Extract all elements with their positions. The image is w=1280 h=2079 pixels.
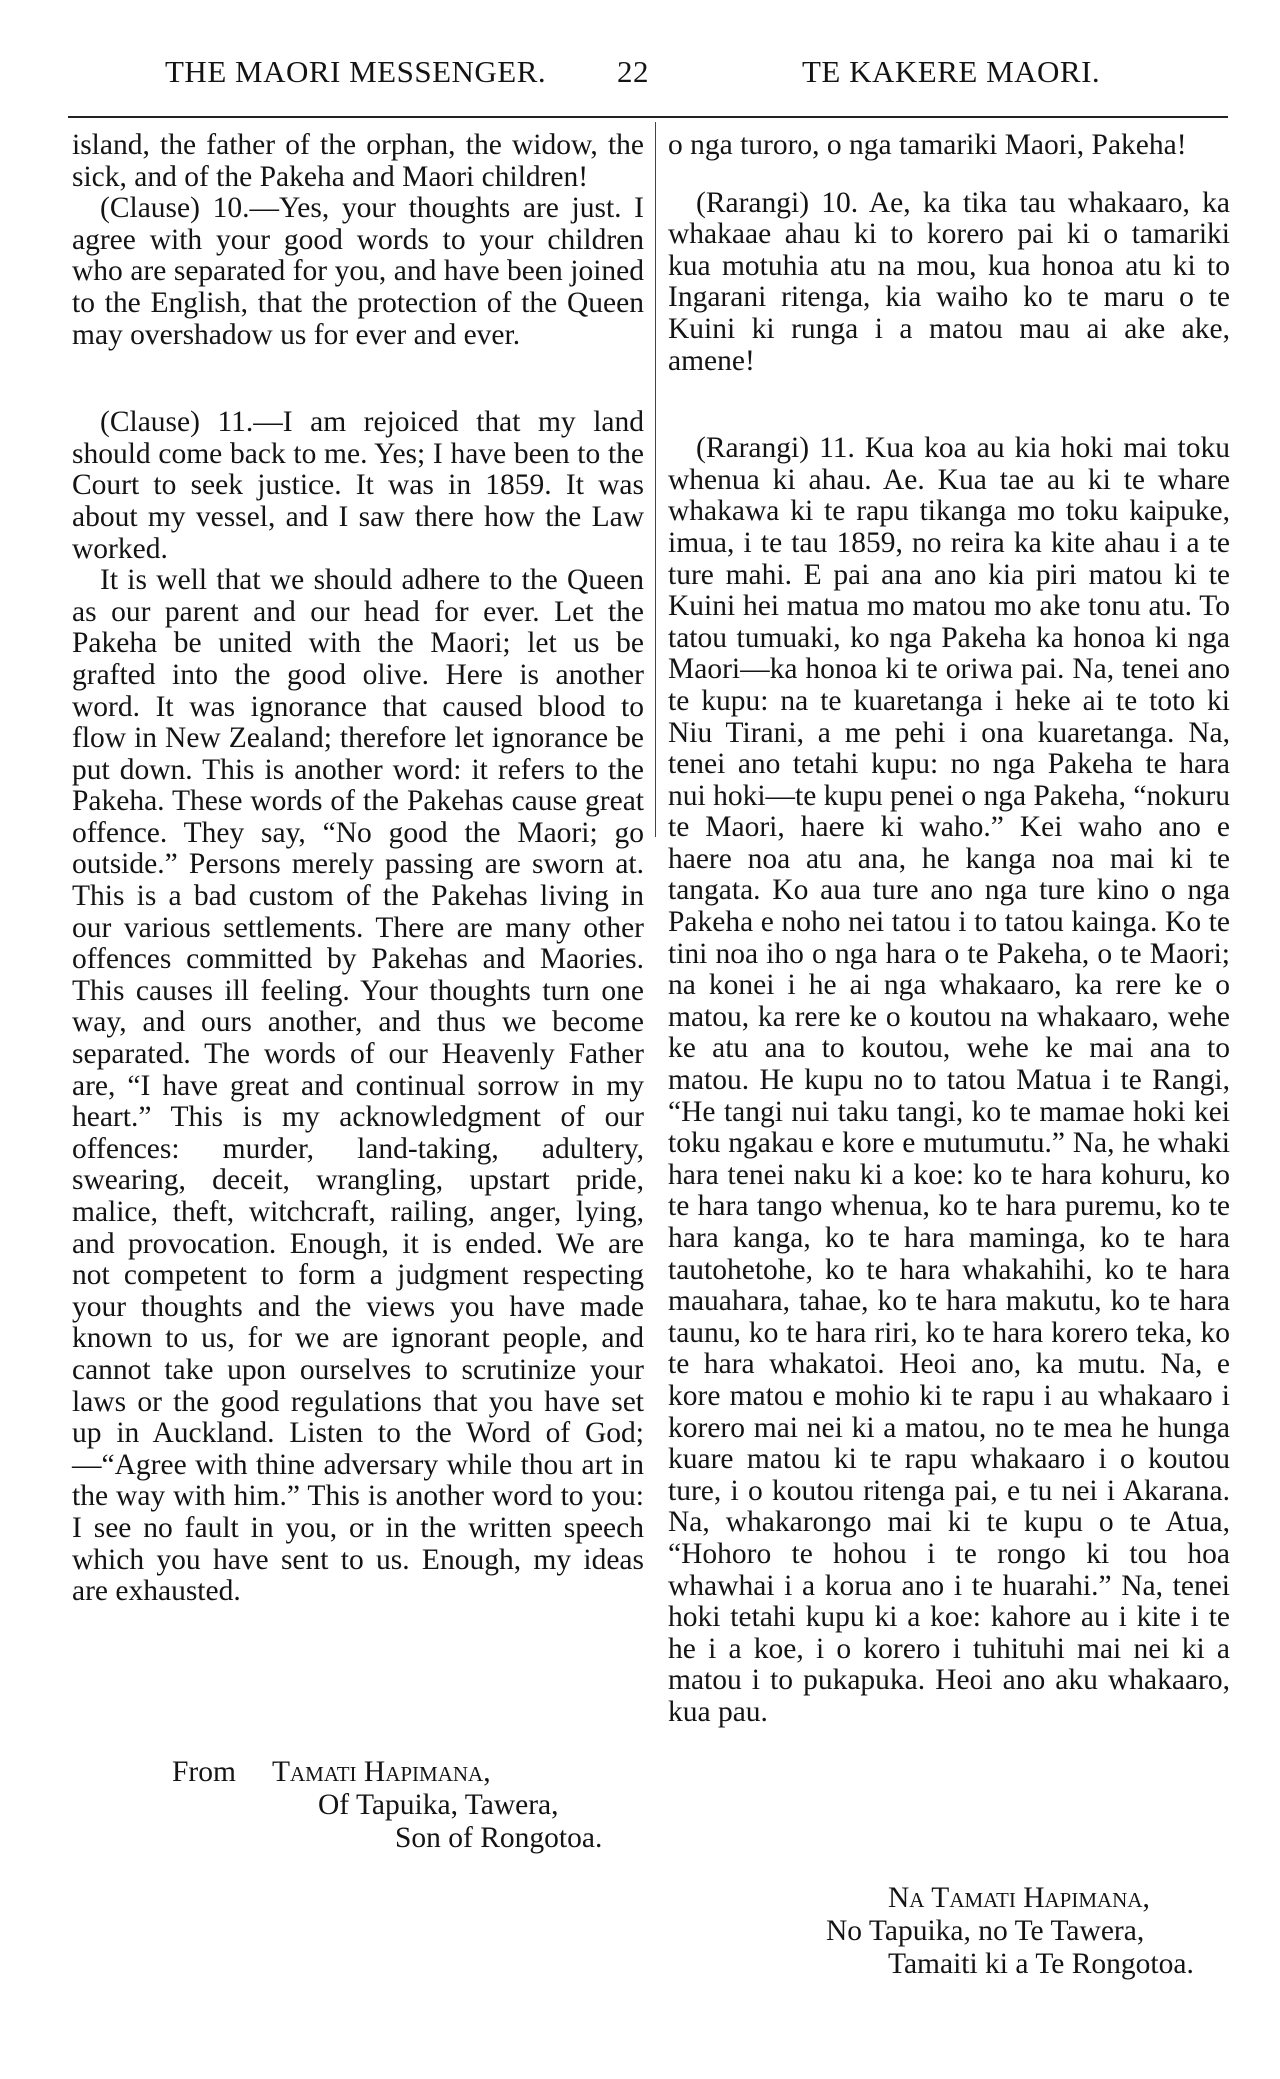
- maori-paragraph-1: o nga turoro, o nga tamariki Maori, Pakeha!: [668, 129, 1187, 161]
- maori-column: [668, 130, 1230, 1729]
- english-clause-11: (Clause) 11.—I am rejoiced that my land should come back to me. Yes; I have been to the Court to seek justice. It was in 1859. It was about my vessel, and I saw there how the Law worked.: [72, 406, 644, 565]
- maori-signature-name: Na Tamati Hapimana,: [888, 1882, 1150, 1914]
- english-signature-parent: Son of Rongotoa.: [395, 1822, 603, 1854]
- english-column: [72, 130, 644, 1608]
- english-signature-name: Tamati Hapimana,: [272, 1756, 491, 1788]
- maori-rarangi-10: (Rarangi) 10. Ae, ka tika tau whakaaro, ka whakaae ahau ki to korero pai ki o tamariki kua motuhia atu na mou, kua honoa atu ki to Ingarani ritenga, kia waiho ko te maru o te Kuini ki runga i a matou mau ai ake ake, amene!: [668, 186, 1230, 377]
- english-signature-tribe: Of Tapuika, Tawera,: [318, 1789, 559, 1821]
- column-divider: [655, 122, 656, 837]
- header-rule: [68, 116, 1228, 118]
- masthead-english: THE MAORI MESSENGER.: [165, 54, 547, 89]
- maori-signature-parent: Tamaiti ki a Te Rongotoa.: [888, 1948, 1194, 1980]
- english-clause-10: (Clause) 10.—Yes, your thoughts are just. I agree with your good words to your children who are separated for you, and have been joined to the English, that the protection of the Queen may overshadow us for ever and ever.: [72, 192, 644, 351]
- maori-signature-tribe: No Tapuika, no Te Tawera,: [826, 1915, 1145, 1947]
- english-paragraph-1: island, the father of the orphan, the widow, the sick, and of the Pakeha and Maori children!: [72, 129, 644, 193]
- maori-rarangi-11: (Rarangi) 11. Kua koa au kia hoki mai toku whenua ki ahau. Ae. Kua tae au ki te whare whakawa ki te rapu tikanga mo toku kaipuke, imua, i te tau 1859, no reira ka kite ahau i a te ture mahi. E pai ana ano kia piri matou ki te Kuini hei matua mo matou mo ake tonu atu. To tatou tumuaki, ko nga Pakeha ka honoa ki nga Maori—ka honoa ki te oriwa pai. Na, tenei ano te kupu: na te kuaretanga i heke ai te toto ki Niu Tirani, a me pehi i ona kuaretanga. Na, tenei ano tetahi kupu: no nga Pakeha te hara nui hoki—te kupu penei o nga Pakeha, “nokuru te Maori, haere ki waho.” Kei waho ano e haere noa atu ana, he kanga noa mai ki te tangata. Ko aua ture ano nga ture kino o nga Pakeha e noho nei tatou i to tatou kainga. Ko te tini noa iho o nga hara o te Pakeha, o te Maori; na konei i he ai nga whakaaro, ka rere ke o matou, ka rere ke o koutou na whakaaro, wehe ke atu ana to koutou, wehe ke mai ana to matou. He kupu no to tatou Matua i te Rangi, “He tangi nui taku tangi, ko te mamae hoki kei toku ngakau e kore e mutumutu.” Na, he whaki hara tenei naku ki a koe: ko te hara kohuru, ko te hara tango whenua, ko te hara puremu, ko te hara kanga, ko te hara maminga, ko te hara tautohetohe, ko te hara whakahihi, ko te hara mauahara, tahae, ko te hara makutu, ko te hara taunu, ko te hara riri, ko te hara korero teka, ko te hara whakatoi. Heoi ano, ka mutu. Na, e kore matou e mohio ki te rapu i au whakaaro i korero mai nei ki a matou, no te mea he hunga kuare matou ki te rapu whakaaro i o koutou ture, i o koutou ritenga pai, e tu nei i Akarana. Na, whakarongo mai ki te kupu o te Atua, “Hohoro te hohou i te rongo ki tou hoa whawhai i a korua ano i te huarahi.” Na, tenei hoki tetahi kupu ki a koe: kahore au i kite i te he i a koe, i o korero i tuhituhi mai nei ki a matou i to pukapuka. Heoi ano aku whakaaro, kua pau.: [668, 432, 1231, 1728]
- masthead-maori: TE KAKERE MAORI.: [802, 54, 1101, 89]
- english-signature-from: From: [172, 1756, 236, 1788]
- page-number: 22: [617, 54, 649, 89]
- page-header: [0, 44, 1280, 94]
- english-paragraph-4: It is well that we should adhere to the Queen as our parent and our head for ever. Let the Pakeha be united with the Maori; let us be grafted into the good olive. Here is another word. It was ignorance that caused blood to flow in New Zealand; therefore let ignorance be put down. This is another word: it refers to the Pakeha. These words of the Pakehas cause great offence. They say, “No good the Maori; go outside.” Persons merely passing are sworn at. This is a bad custom of the Pakehas living in our various settlements. There are many other offences committed by Pakehas and Maories. This causes ill feeling. Your thoughts turn one way, and ours another, and thus we become separated. The words of our Heavenly Father are, “I have great and continual sorrow in my heart.” This is my acknowledgment of our offences: murder, land-taking, adultery, swearing, deceit, wrangling, upstart pride, malice, theft, witchcraft, railing, anger, lying, and provocation. Enough, it is ended. We are not competent to form a judgment respecting your thoughts and the views you have made known to us, for we are ignorant people, and cannot take upon ourselves to scrutinize your laws or the good regulations that you have set up in Auckland. Listen to the Word of God;—“Agree with thine adversary while thou art in the way with him.” This is another word to you: I see no fault in you, or in the written speech which you have sent to us. Enough, my ideas are exhausted.: [72, 564, 644, 1608]
